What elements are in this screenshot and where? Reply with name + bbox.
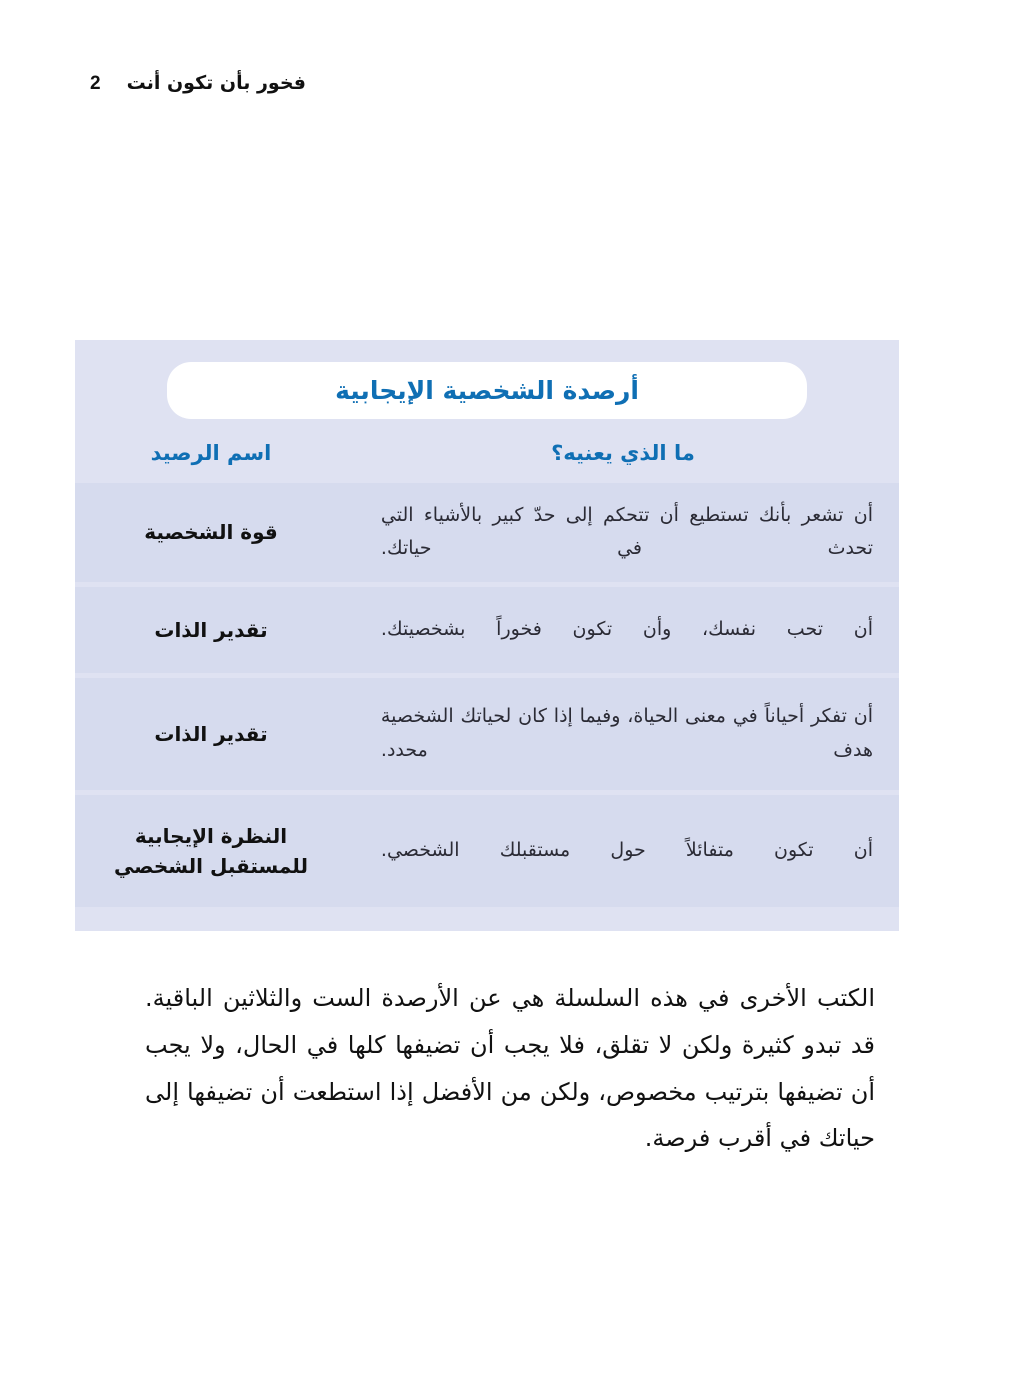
table-shell	[75, 340, 899, 931]
column-header-meaning: ما الذي يعنيه؟	[551, 441, 695, 465]
cell-name: تقدير الذات	[154, 721, 268, 746]
cell-name: قوة الشخصية	[144, 520, 278, 545]
table-title: أرصدة الشخصية الإيجابية	[167, 362, 807, 419]
cell-meaning: أن تفكر أحياناً في معنى الحياة، وفيما إذا كان لحياتك الشخصية هدف محدد.	[380, 705, 873, 761]
table-rows	[75, 483, 899, 907]
table-row	[75, 795, 899, 907]
column-header-name: اسم الرصيد	[150, 441, 272, 465]
header-book-title: فخور بأن تكون أنت	[126, 72, 306, 94]
cell-name: النظرة الإيجابية للمستقبل الشخصي	[113, 823, 308, 878]
body-paragraph: الكتب الأخرى في هذه السلسلة هي عن الأرصدة الست والثلاثين الباقية. قد تبدو كثيرة ولكن لا تقلق، فلا يجب أن تضيفها كلها في الحال، ولا يجب أن تضيفها بترتيب مخصوص، ولكن من الأفضل إذا استطعت أن تضيفها إلى حياتك في أقرب فرصة.	[145, 984, 875, 1153]
cell-meaning: أن تحب نفسك، وأن تكون فخوراً بشخصيتك.	[380, 617, 873, 640]
page-header	[90, 72, 933, 95]
cell-name: تقدير الذات	[154, 617, 268, 642]
table-header-row	[75, 435, 899, 483]
table-footer-spacer	[75, 907, 899, 931]
page-number: 2	[90, 73, 101, 94]
cell-meaning: أن تشعر بأنك تستطيع أن تتحكم إلى حدّ كبير بالأشياء التي تحدث في حياتك.	[380, 504, 873, 560]
cell-meaning: أن تكون متفائلاً حول مستقبلك الشخصي.	[380, 838, 873, 861]
table-row	[75, 678, 899, 790]
table-title-wrap	[75, 362, 899, 435]
positive-assets-table	[75, 340, 899, 931]
table-row	[75, 587, 899, 673]
table-row	[75, 483, 899, 582]
